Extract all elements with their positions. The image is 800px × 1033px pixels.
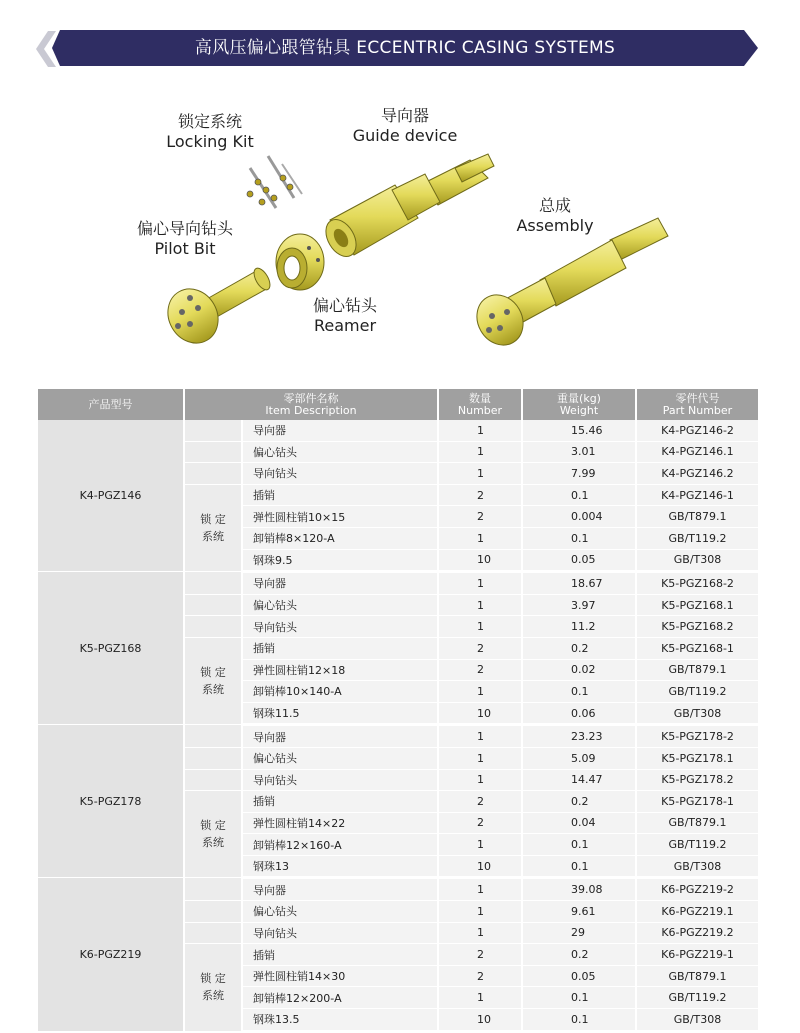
item-cell: 偏心钻头 [242,901,438,923]
qty-cell: 10 [438,702,522,725]
part-number-cell: GB/T879.1 [636,965,758,987]
part-number-cell: GB/T308 [636,702,758,725]
product-illustration [0,90,800,380]
item-cell: 偏心钻头 [242,594,438,616]
weight-cell: 23.23 [522,725,636,748]
item-cell: 导向器 [242,725,438,748]
item-cell: 偏心钻头 [242,747,438,769]
qty-cell: 10 [438,855,522,878]
model-cell: K5-PGZ168 [38,572,184,725]
qty-cell: 2 [438,659,522,681]
part-number-cell: K6-PGZ219-2 [636,878,758,901]
part-number-cell: K5-PGZ168-1 [636,637,758,659]
weight-cell: 9.61 [522,901,636,923]
part-number-cell: GB/T119.2 [636,527,758,549]
weight-cell: 0.05 [522,549,636,572]
qty-cell: 2 [438,637,522,659]
guide-device-en: Guide device [352,126,458,145]
page-title: 高风压偏心跟管钻具 ECCENTRIC CASING SYSTEMS [194,38,616,58]
table-header-row [38,389,758,420]
qty-cell: 1 [438,441,522,463]
qty-cell: 1 [438,420,522,441]
header-banner [52,30,758,66]
item-cell: 卸销棒8×120-A [242,527,438,549]
model-cell: K5-PGZ178 [38,725,184,878]
locking-kit-cn: 锁定系统 [177,112,242,131]
header-weight: 重量(kg) Weight [522,389,636,420]
weight-cell: 0.05 [522,965,636,987]
item-cell: 导向器 [242,572,438,595]
locking-kit-en: Locking Kit [166,132,254,151]
qty-cell: 10 [438,549,522,572]
weight-cell: 0.04 [522,812,636,834]
table-body [38,420,758,1031]
weight-cell: 0.1 [522,855,636,878]
qty-cell: 1 [438,987,522,1009]
blank-cell [184,878,242,901]
part-number-cell: K5-PGZ168.2 [636,616,758,638]
item-cell: 卸销棒10×140-A [242,681,438,703]
blank-cell [184,441,242,463]
item-cell: 卸销棒12×160-A [242,834,438,856]
qty-cell: 1 [438,747,522,769]
blank-cell [184,747,242,769]
blank-cell [184,616,242,638]
weight-cell: 0.2 [522,944,636,966]
part-number-cell: GB/T119.2 [636,681,758,703]
item-cell: 插销 [242,484,438,506]
item-cell: 弹性圆柱销14×30 [242,965,438,987]
blank-cell [184,922,242,944]
part-number-cell: K6-PGZ219-1 [636,944,758,966]
weight-cell: 29 [522,922,636,944]
guide-device-cn: 导向器 [380,106,429,125]
blank-cell [184,572,242,595]
locking-kit-parts [247,156,302,208]
qty-cell: 1 [438,594,522,616]
reamer-cn: 偏心钻头 [312,296,377,315]
item-cell: 插销 [242,637,438,659]
pilot-bit-part [158,266,273,353]
pilot-bit-en: Pilot Bit [154,239,216,258]
qty-cell: 2 [438,965,522,987]
part-number-cell: K5-PGZ178-1 [636,791,758,813]
blank-cell [184,901,242,923]
header-qty: 数量 Number [438,389,522,420]
qty-cell: 1 [438,616,522,638]
qty-cell: 1 [438,769,522,791]
part-number-cell: K5-PGZ178.2 [636,769,758,791]
table-row [38,725,758,748]
item-cell: 弹性圆柱销14×22 [242,812,438,834]
weight-cell: 0.1 [522,1009,636,1032]
locking-kit-cell: 锁 定 系统 [184,637,242,724]
weight-cell: 0.02 [522,659,636,681]
weight-cell: 7.99 [522,463,636,485]
item-cell: 钢珠9.5 [242,549,438,572]
part-number-cell: GB/T308 [636,549,758,572]
qty-cell: 1 [438,922,522,944]
table-row [38,878,758,901]
pilot-bit-cn: 偏心导向钻头 [136,219,233,238]
qty-cell: 2 [438,944,522,966]
locking-kit-label [150,112,270,152]
locking-kit-cell: 锁 定 系统 [184,484,242,571]
qty-cell: 2 [438,506,522,528]
weight-cell: 15.46 [522,420,636,441]
weight-cell: 0.1 [522,681,636,703]
qty-cell: 2 [438,484,522,506]
model-cell: K6-PGZ219 [38,878,184,1031]
reamer-label [295,296,395,336]
part-number-cell: GB/T879.1 [636,506,758,528]
item-cell: 弹性圆柱销12×18 [242,659,438,681]
part-number-cell: K6-PGZ219.2 [636,922,758,944]
item-cell: 导向钻头 [242,616,438,638]
weight-cell: 14.47 [522,769,636,791]
qty-cell: 1 [438,572,522,595]
guide-device-label [340,106,470,146]
part-number-cell: K4-PGZ146.2 [636,463,758,485]
reamer-en: Reamer [313,316,377,335]
part-number-cell: K6-PGZ219.1 [636,901,758,923]
blank-cell [184,463,242,485]
table-row [38,572,758,595]
locking-kit-cell: 锁 定 系统 [184,791,242,878]
assembly-label [505,196,605,236]
part-number-cell: GB/T879.1 [636,659,758,681]
weight-cell: 0.2 [522,637,636,659]
weight-cell: 39.08 [522,878,636,901]
table-row [38,420,758,441]
qty-cell: 1 [438,527,522,549]
part-number-cell: GB/T308 [636,1009,758,1032]
assembly-cn: 总成 [538,196,571,215]
weight-cell: 3.01 [522,441,636,463]
part-number-cell: K4-PGZ146-2 [636,420,758,441]
weight-cell: 0.1 [522,987,636,1009]
weight-cell: 11.2 [522,616,636,638]
qty-cell: 1 [438,463,522,485]
item-cell: 钢珠13.5 [242,1009,438,1032]
weight-cell: 18.67 [522,572,636,595]
model-cell: K4-PGZ146 [38,420,184,572]
header-part: 零件代号 Part Number [636,389,758,420]
part-number-cell: K5-PGZ178.1 [636,747,758,769]
part-number-cell: K5-PGZ178-2 [636,725,758,748]
weight-cell: 0.004 [522,506,636,528]
weight-cell: 0.06 [522,702,636,725]
item-cell: 插销 [242,791,438,813]
item-cell: 导向钻头 [242,463,438,485]
weight-cell: 3.97 [522,594,636,616]
header-model: 产品型号 [38,389,184,420]
item-cell: 弹性圆柱销10×15 [242,506,438,528]
guide-device-part [320,154,494,262]
pilot-bit-label [120,219,250,259]
qty-cell: 2 [438,812,522,834]
item-cell: 导向钻头 [242,922,438,944]
blank-cell [184,420,242,441]
qty-cell: 10 [438,1009,522,1032]
item-cell: 偏心钻头 [242,441,438,463]
qty-cell: 1 [438,901,522,923]
spec-table [38,389,758,1033]
qty-cell: 1 [438,681,522,703]
qty-cell: 1 [438,834,522,856]
reamer-part [276,234,324,290]
blank-cell [184,725,242,748]
item-cell: 导向器 [242,878,438,901]
header-item: 零部件名称 Item Description [184,389,438,420]
qty-cell: 1 [438,725,522,748]
locking-kit-cell: 锁 定 系统 [184,944,242,1031]
weight-cell: 0.1 [522,484,636,506]
blank-cell [184,594,242,616]
part-number-cell: K5-PGZ168-2 [636,572,758,595]
item-cell: 导向钻头 [242,769,438,791]
item-cell: 导向器 [242,420,438,441]
item-cell: 钢珠11.5 [242,702,438,725]
weight-cell: 0.1 [522,834,636,856]
item-cell: 钢珠13 [242,855,438,878]
weight-cell: 5.09 [522,747,636,769]
assembly-part [468,218,668,354]
weight-cell: 0.1 [522,527,636,549]
qty-cell: 1 [438,878,522,901]
item-cell: 插销 [242,944,438,966]
part-number-cell: GB/T308 [636,855,758,878]
weight-cell: 0.2 [522,791,636,813]
assembly-en: Assembly [516,216,594,235]
part-number-cell: K4-PGZ146.1 [636,441,758,463]
part-number-cell: K4-PGZ146-1 [636,484,758,506]
qty-cell: 2 [438,791,522,813]
part-number-cell: GB/T119.2 [636,987,758,1009]
part-number-cell: GB/T879.1 [636,812,758,834]
part-number-cell: GB/T119.2 [636,834,758,856]
part-number-cell: K5-PGZ168.1 [636,594,758,616]
item-cell: 卸销棒12×200-A [242,987,438,1009]
blank-cell [184,769,242,791]
